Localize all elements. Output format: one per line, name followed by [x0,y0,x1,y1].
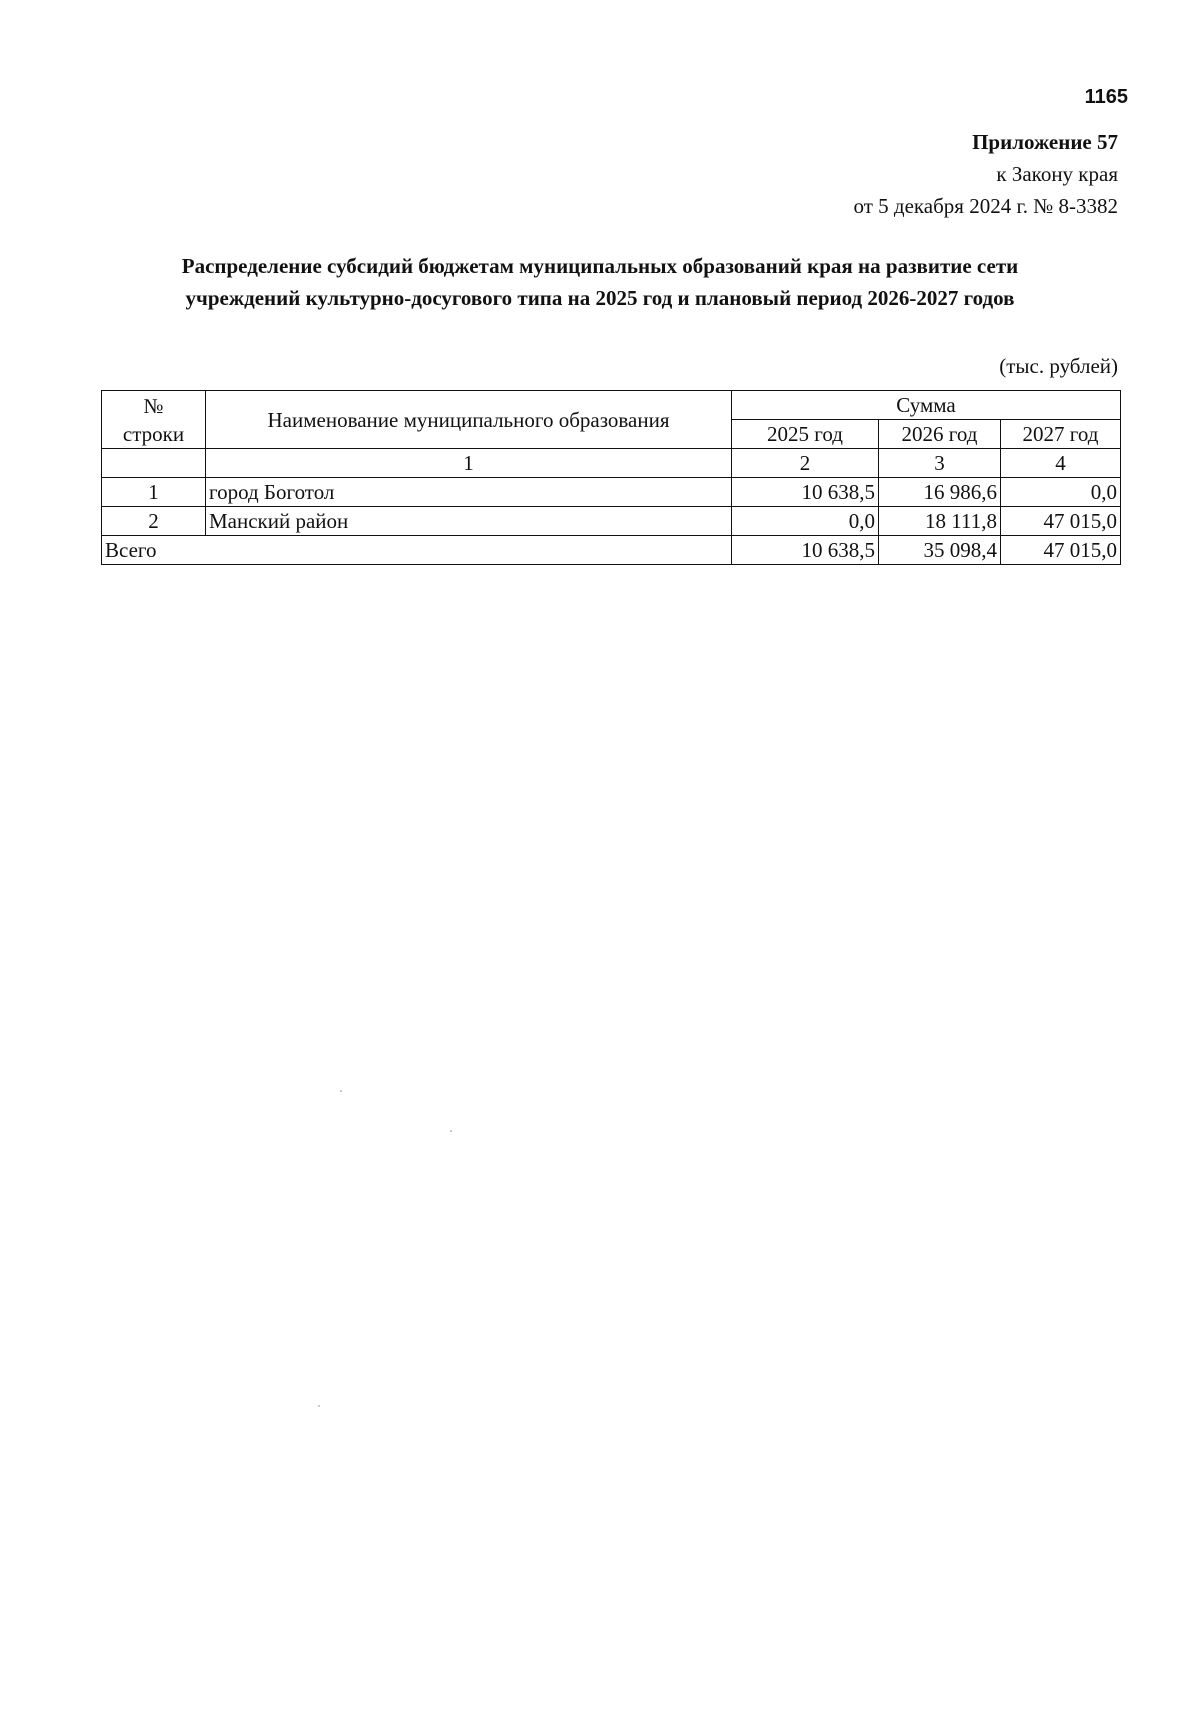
value-2026: 18 111,8 [879,507,1001,536]
document-title [100,250,1100,314]
value-2027: 47 015,0 [1001,507,1121,536]
appendix-law-date: от 5 декабря 2024 г. № 8-3382 [853,194,1118,218]
total-row [102,536,1121,565]
column-number-cell: 4 [1001,449,1121,478]
municipality-name: Манский район [206,507,732,536]
table-row [102,478,1121,507]
value-2025: 0,0 [732,507,879,536]
scan-speck [340,1090,342,1092]
value-2025: 10 638,5 [732,478,879,507]
column-number-cell [102,449,206,478]
appendix-law-reference: к Закону края [996,162,1118,186]
document-title-line-2: учреждений культурно-досугового типа на 2025 год и плановый период 2026-2027 годов [185,286,1015,310]
value-2026: 16 986,6 [879,478,1001,507]
header-sum: Сумма [732,391,1121,420]
table-row [102,507,1121,536]
header-row-number-symbol: № [143,393,164,418]
total-2025: 10 638,5 [732,536,879,565]
subsidies-table [101,390,1121,565]
header-municipality-name: Наименование муниципального образования [206,391,732,449]
appendix-block [854,126,1118,222]
document-title-line-1: Распределение субсидий бюджетам муниципальных образований края на развитие сети [181,254,1019,278]
value-2027: 0,0 [1001,478,1121,507]
header-year-2026: 2026 год [879,420,1001,449]
header-row-number-label: строки [122,421,185,446]
column-number-cell: 2 [732,449,879,478]
units-label: (тыс. рублей) [999,354,1118,378]
municipality-name: город Боготол [206,478,732,507]
column-number-cell: 1 [206,449,732,478]
page-number: 1165 [1084,86,1128,108]
total-2026: 35 098,4 [879,536,1001,565]
header-row-1 [102,391,1121,420]
total-2027: 47 015,0 [1001,536,1121,565]
column-number-row [102,449,1121,478]
appendix-title: Приложение 57 [972,130,1118,154]
scan-speck [450,1130,452,1132]
total-label: Всего [102,536,732,565]
scan-speck [318,1405,320,1407]
row-number: 1 [102,478,206,507]
header-row-number [102,391,206,449]
column-number-cell: 3 [879,449,1001,478]
row-number: 2 [102,507,206,536]
header-year-2027: 2027 год [1001,420,1121,449]
header-year-2025: 2025 год [732,420,879,449]
